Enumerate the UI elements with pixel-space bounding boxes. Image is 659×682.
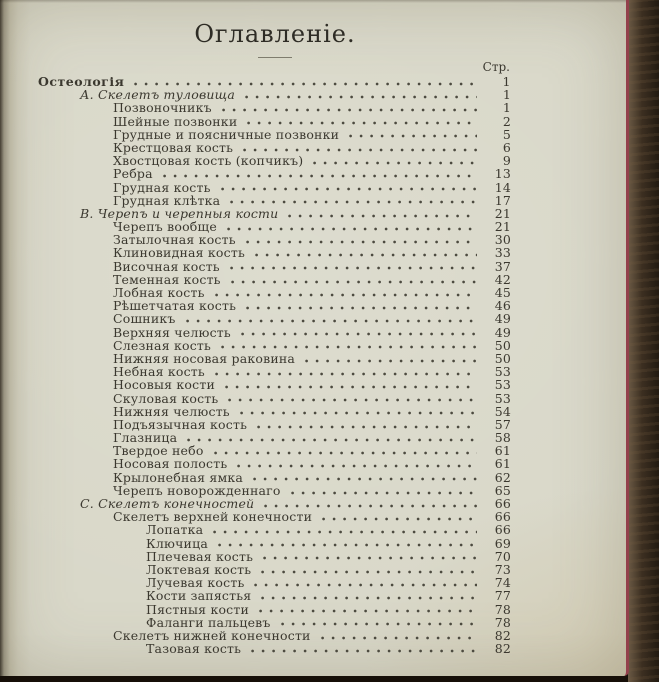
toc-entry-page: 2 <box>502 113 511 129</box>
dot-leader <box>134 82 477 86</box>
dot-leader <box>222 108 477 112</box>
toc-entry-label: Черепъ новорожденнаго <box>113 482 281 498</box>
toc-entry <box>38 128 512 141</box>
toc-entry <box>38 444 512 457</box>
dot-leader <box>259 609 477 613</box>
dot-leader <box>253 477 477 481</box>
toc-entry <box>38 471 512 484</box>
toc-entry <box>38 326 512 339</box>
toc-entry <box>38 299 512 312</box>
toc-entry <box>38 273 512 286</box>
toc-entry-label: Лучевая кость <box>146 575 245 591</box>
toc-entry-page: 70 <box>494 548 511 564</box>
toc-entry <box>38 523 512 536</box>
toc-entry-page: 14 <box>494 179 511 195</box>
toc-entry <box>38 603 512 616</box>
toc-entry-label: Скелетъ верхней конечности <box>113 509 313 525</box>
toc-entry-page: 1 <box>502 100 511 116</box>
page-title: Оглавленіе. <box>194 20 356 48</box>
dot-leader <box>237 464 477 468</box>
toc-entry-label: Плечевая кость <box>146 548 254 564</box>
dot-leader <box>322 517 477 521</box>
toc-entry-label: Хвостцовая кость (копчикъ) <box>113 153 304 169</box>
toc-entry-label: Носовыя кости <box>113 377 215 393</box>
toc-entry-page: 77 <box>494 588 511 604</box>
toc-entry <box>38 220 512 233</box>
dot-leader <box>215 293 477 297</box>
toc-entry-page: 1 <box>502 74 511 89</box>
toc-entry-page: 37 <box>494 258 511 274</box>
toc-entry <box>38 550 512 563</box>
toc-entry-label: Скуловая кость <box>113 390 219 406</box>
toc-entry <box>38 115 512 128</box>
toc-entry <box>38 339 512 352</box>
page-number-column-header: Стр. <box>482 60 510 74</box>
toc-entry <box>38 629 512 642</box>
toc-entry <box>38 88 512 101</box>
toc-entry-label: Затылочная кость <box>113 232 236 248</box>
dot-leader <box>186 319 477 323</box>
toc-entry-page: 1 <box>502 87 511 103</box>
toc-entry-page: 17 <box>494 192 511 208</box>
dot-leader <box>215 372 477 376</box>
toc-entry <box>38 312 512 325</box>
toc-entry-page: 82 <box>494 627 511 643</box>
toc-entry-label: Локтевая кость <box>146 561 252 577</box>
toc-entry-page: 82 <box>494 641 511 657</box>
toc-entry <box>38 101 512 114</box>
toc-entry-page: 53 <box>494 364 511 380</box>
toc-entry-label: Тазовая кость <box>146 641 242 657</box>
toc-entry <box>38 431 512 444</box>
toc-entry-page: 21 <box>494 219 511 235</box>
book-binding-edge <box>628 0 659 682</box>
dot-leader <box>227 227 477 231</box>
toc-entry <box>38 378 512 391</box>
toc-entry <box>38 576 512 589</box>
dot-leader <box>321 636 477 640</box>
toc-content <box>38 21 512 655</box>
toc-entry-label: Грудная кость <box>113 179 211 195</box>
toc-entry <box>38 246 512 259</box>
title-rule <box>258 57 292 58</box>
dot-leader <box>246 240 477 244</box>
dot-leader <box>187 438 477 442</box>
toc-entry-label: С. Скелетъ конечностей <box>80 496 255 511</box>
toc-entry <box>38 233 512 246</box>
toc-entry-page: 54 <box>494 403 511 419</box>
toc-entry-page: 57 <box>494 416 511 432</box>
dot-leader <box>291 491 477 495</box>
toc-entry-label: Носовая полость <box>113 456 228 472</box>
toc-entry-page: 13 <box>494 166 511 182</box>
toc-entry-page: 53 <box>494 377 511 393</box>
toc-entry-label: Кости запястья <box>146 588 252 604</box>
toc-entry-label: Сошникъ <box>113 311 176 327</box>
toc-entry <box>38 286 512 299</box>
toc-list <box>38 75 512 655</box>
toc-entry-page: 45 <box>494 285 511 300</box>
toc-entry <box>38 457 512 470</box>
toc-entry-page: 78 <box>494 601 511 617</box>
dot-leader <box>254 583 477 587</box>
toc-entry-page: 53 <box>494 390 511 406</box>
toc-entry-page: 61 <box>494 456 511 472</box>
toc-entry-page: 78 <box>494 614 511 630</box>
toc-entry-page: 46 <box>494 298 511 314</box>
dot-leader <box>163 174 477 178</box>
toc-entry-page: 66 <box>494 522 511 538</box>
toc-entry-label: Твердое небо <box>113 443 204 459</box>
toc-entry-page: 58 <box>494 430 511 446</box>
toc-entry <box>38 194 512 207</box>
dot-leader <box>255 253 477 257</box>
toc-entry-page: 65 <box>494 482 511 498</box>
toc-entry-label: Нижняя челюсть <box>113 403 230 419</box>
toc-entry-page: 42 <box>494 271 511 287</box>
toc-entry <box>38 418 512 431</box>
toc-entry-page: 9 <box>502 153 511 169</box>
toc-entry <box>38 154 512 167</box>
toc-entry-label: Позвоночникъ <box>113 100 212 116</box>
dot-leader <box>221 187 477 191</box>
toc-entry-page: 49 <box>494 324 511 340</box>
dot-leader <box>261 570 477 574</box>
toc-entry-label: Клиновидная кость <box>113 245 245 261</box>
toc-entry-label: Пястныя кости <box>146 601 250 617</box>
toc-entry-page: 74 <box>494 575 511 591</box>
dot-leader <box>245 95 477 99</box>
dot-leader <box>305 359 477 363</box>
dot-leader <box>261 596 477 600</box>
dot-leader <box>246 306 477 310</box>
toc-entry <box>38 260 512 273</box>
toc-entry-label: Ребра <box>113 166 153 182</box>
toc-entry-page: 21 <box>494 205 511 221</box>
dot-leader <box>263 556 477 560</box>
dot-leader <box>281 622 477 626</box>
toc-entry-label: Нижняя носовая раковина <box>113 350 296 366</box>
toc-entry-label: А. Скелетъ туловища <box>80 87 236 103</box>
dot-leader <box>251 649 477 653</box>
toc-entry-label: Шейные позвонки <box>113 113 238 129</box>
toc-entry-label: В. Черепъ и черепныя кости <box>80 205 279 221</box>
toc-entry <box>38 365 512 378</box>
toc-entry-page: 73 <box>494 561 511 577</box>
toc-entry <box>38 642 512 655</box>
toc-entry-page: 61 <box>494 443 511 459</box>
dot-leader <box>230 266 477 270</box>
toc-entry <box>38 392 512 405</box>
dot-leader <box>225 385 477 389</box>
toc-entry-page: 66 <box>494 496 511 511</box>
dot-leader <box>241 332 477 336</box>
dot-leader <box>288 214 477 218</box>
toc-entry-label: Крестцовая кость <box>113 139 234 155</box>
toc-entry-label: Подъязычная кость <box>113 416 248 432</box>
toc-entry-label: Грудная клѣтка <box>113 192 221 208</box>
toc-entry-label: Ключица <box>146 535 208 551</box>
toc-entry <box>38 510 512 523</box>
toc-entry <box>38 616 512 629</box>
dot-leader <box>243 148 477 152</box>
toc-entry-label: Черепъ вообще <box>113 219 217 235</box>
toc-entry-page: 49 <box>494 311 511 327</box>
toc-entry-label: Скелетъ нижней конечности <box>113 627 311 643</box>
toc-entry <box>38 563 512 576</box>
dot-leader <box>218 543 477 547</box>
toc-entry-page: 6 <box>502 139 511 155</box>
toc-entry <box>38 352 512 365</box>
toc-entry-label: Слезная кость <box>113 337 212 353</box>
dot-leader <box>231 280 477 284</box>
toc-entry <box>38 589 512 602</box>
toc-entry-label: Грудные и поясничные позвонки <box>113 126 340 142</box>
dot-leader <box>240 411 477 415</box>
toc-entry-page: 50 <box>494 337 511 353</box>
toc-entry-page: 5 <box>502 126 511 142</box>
toc-entry-label: Крылонебная ямка <box>113 469 244 485</box>
dot-leader <box>214 451 477 455</box>
toc-entry-label: Остеологія <box>38 74 125 89</box>
toc-entry-label: Теменная кость <box>113 271 221 287</box>
dot-leader <box>221 345 477 349</box>
dot-leader <box>213 530 477 534</box>
toc-entry <box>38 167 512 180</box>
toc-entry-page: 69 <box>494 535 511 551</box>
toc-entry-label: Лобная кость <box>113 285 205 300</box>
toc-entry-page: 33 <box>494 245 511 261</box>
toc-entry <box>38 207 512 220</box>
dot-leader <box>264 504 477 508</box>
toc-entry-page: 50 <box>494 350 511 366</box>
toc-entry-page: 62 <box>494 469 511 485</box>
toc-entry-label: Небная кость <box>113 364 205 380</box>
toc-entry-label: Фаланги пальцевъ <box>146 614 271 630</box>
dot-leader <box>257 425 477 429</box>
dot-leader <box>313 161 477 165</box>
toc-entry-label: Глазница <box>113 430 178 446</box>
dot-leader <box>228 398 477 402</box>
toc-entry <box>38 181 512 194</box>
toc-entry <box>38 537 512 550</box>
dot-leader <box>349 134 477 138</box>
toc-entry-label: Височная кость <box>113 258 220 274</box>
toc-entry-label: Лопатка <box>146 522 204 538</box>
toc-entry-label: Верхняя челюсть <box>113 324 231 340</box>
toc-entry-page: 30 <box>494 232 511 248</box>
toc-entry <box>38 405 512 418</box>
toc-entry-label: Рѣшетчатая кость <box>113 298 237 314</box>
toc-entry-page: 66 <box>494 509 511 525</box>
dot-leader <box>247 121 477 125</box>
dot-leader <box>230 200 477 204</box>
